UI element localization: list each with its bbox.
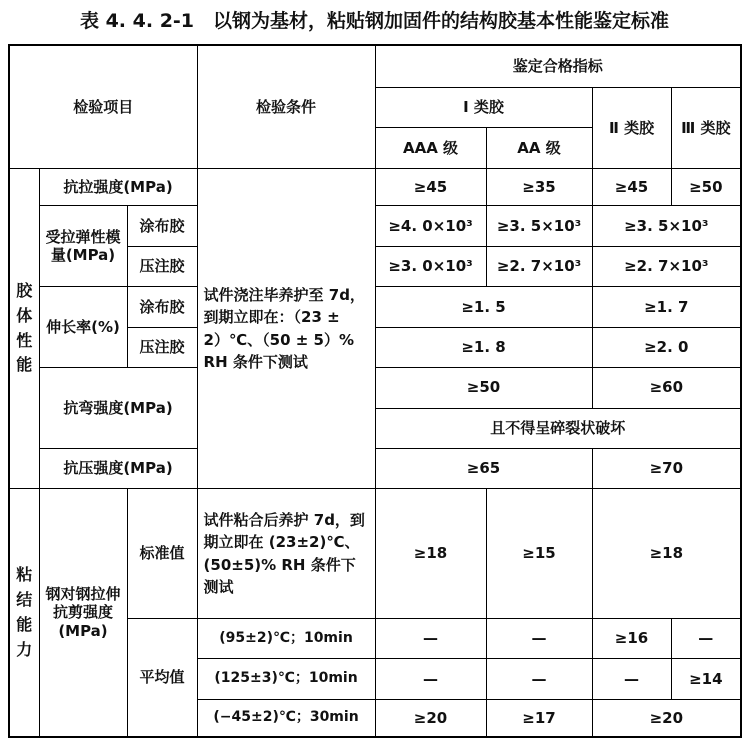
- bonding-avg-r1-condition: (95±2)℃；10min: [197, 618, 375, 658]
- bonding-avg-r3-class23: ≥20: [592, 699, 741, 737]
- bonding-standard-condition: 试件粘合后养护 7d，到期立即在 (23±2)℃、(50±5)% RH 条件下测试: [197, 489, 375, 618]
- elongation-inject-label: 压注胶: [127, 327, 197, 367]
- tensile-modulus-coat-aaa: ≥4. 0×10³: [375, 206, 486, 246]
- table-title: 表 4. 4. 2-1 以钢为基材，粘贴钢加固件的结构胶基本性能鉴定标准: [79, 10, 670, 32]
- bending-class1: ≥50: [375, 368, 592, 408]
- bonding-avg-r1-aaa: —: [375, 618, 486, 658]
- elongation-coat-class1: ≥1. 5: [375, 287, 592, 327]
- header-criteria: 鉴定合格指标: [375, 45, 741, 87]
- colloid-group-label: 胶 体 性 能: [9, 168, 39, 489]
- bonding-group-label: 粘 结 能 力: [9, 489, 39, 737]
- bonding-avg-r3-aa: ≥17: [486, 699, 592, 737]
- tensile-modulus-inject-aa: ≥2. 7×10³: [486, 246, 592, 286]
- tensile-modulus-inject-aaa: ≥3. 0×10³: [375, 246, 486, 286]
- bonding-average-label: 平均值: [127, 618, 197, 737]
- bonding-avg-r3-aaa: ≥20: [375, 699, 486, 737]
- elongation-label: 伸长率(%): [39, 287, 127, 368]
- bending-class23: ≥60: [592, 368, 741, 408]
- bonding-avg-r1-class2: ≥16: [592, 618, 671, 658]
- tensile-modulus-coat-aa: ≥3. 5×10³: [486, 206, 592, 246]
- tensile-modulus-inject-class23: ≥2. 7×10³: [592, 246, 741, 286]
- bonding-avg-r2-class2: —: [592, 659, 671, 699]
- compressive-label: 抗压强度(MPa): [39, 449, 197, 489]
- elongation-coat-class23: ≥1. 7: [592, 287, 741, 327]
- bonding-standard-aaa: ≥18: [375, 489, 486, 618]
- tensile-strength-class3: ≥50: [671, 168, 741, 205]
- bonding-standard-label: 标准值: [127, 489, 197, 618]
- elongation-inject-class23: ≥2. 0: [592, 327, 741, 367]
- tensile-strength-class2: ≥45: [592, 168, 671, 205]
- bonding-standard-class23: ≥18: [592, 489, 741, 618]
- bonding-avg-r2-condition: (125±3)℃；10min: [197, 659, 375, 699]
- elongation-inject-class1: ≥1. 8: [375, 327, 592, 367]
- bonding-avg-r2-class3: ≥14: [671, 659, 741, 699]
- bending-note: 且不得呈碎裂状破坏: [375, 408, 741, 448]
- compressive-class23: ≥70: [592, 449, 741, 489]
- tensile-modulus-coat-class23: ≥3. 5×10³: [592, 206, 741, 246]
- tensile-strength-aaa: ≥45: [375, 168, 486, 205]
- header-class3: Ⅲ 类胶: [671, 87, 741, 168]
- header-condition: 检验条件: [197, 45, 375, 168]
- bonding-avg-r1-aa: —: [486, 618, 592, 658]
- bonding-avg-r2-aaa: —: [375, 659, 486, 699]
- bending-label: 抗弯强度(MPa): [39, 368, 197, 449]
- tensile-strength-label: 抗拉强度(MPa): [39, 168, 197, 205]
- bonding-standard-aa: ≥15: [486, 489, 592, 618]
- bonding-avg-r1-class3: —: [671, 618, 741, 658]
- header-class1: Ⅰ 类胶: [375, 87, 592, 127]
- tensile-modulus-label: 受拉弹性模量(MPa): [39, 206, 127, 287]
- tensile-modulus-inject-label: 压注胶: [127, 246, 197, 286]
- header-aa: AA 级: [486, 128, 592, 168]
- header-item: 检验项目: [9, 45, 197, 168]
- elongation-coat-label: 涂布胶: [127, 287, 197, 327]
- bonding-avg-r2-aa: —: [486, 659, 592, 699]
- colloid-condition: 试件浇注毕养护至 7d，到期立即在：（23 ± 2）℃、（50 ± 5）% RH 条件下测试: [197, 168, 375, 489]
- spec-table: [8, 44, 742, 738]
- header-class2: Ⅱ 类胶: [592, 87, 671, 168]
- header-aaa: AAA 级: [375, 128, 486, 168]
- bonding-item-label: 钢对钢拉伸抗剪强度(MPa): [39, 489, 127, 737]
- compressive-class1: ≥65: [375, 449, 592, 489]
- tensile-modulus-coat-label: 涂布胶: [127, 206, 197, 246]
- tensile-strength-aa: ≥35: [486, 168, 592, 205]
- bonding-avg-r3-condition: (−45±2)℃；30min: [197, 699, 375, 737]
